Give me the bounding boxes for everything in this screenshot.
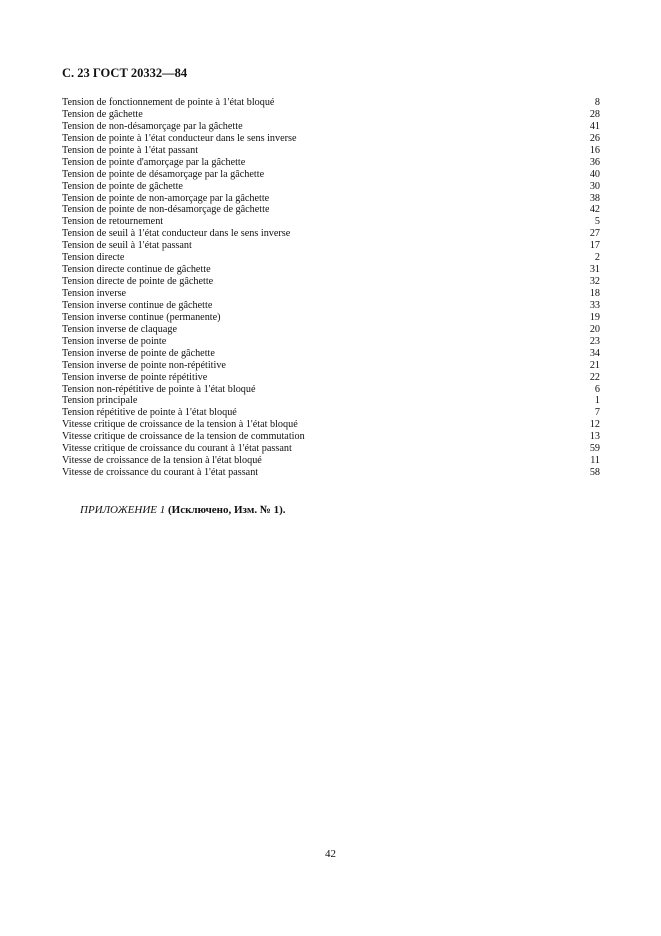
index-term: Tension inverse — [62, 288, 127, 299]
index-page-number: 17 — [589, 240, 600, 252]
index-page-number: 59 — [589, 443, 600, 455]
index-page-number: 21 — [589, 359, 600, 371]
index-entry — [62, 300, 600, 312]
index-page-number: 58 — [589, 467, 600, 479]
index-page-number: 34 — [589, 347, 600, 359]
index-term: Tension de gâchette — [62, 108, 143, 120]
index-page-number: 30 — [589, 180, 600, 192]
index-term: Tension inverse de pointe de gâchette — [62, 347, 215, 359]
index-entry — [62, 419, 600, 431]
index-page-number: 16 — [589, 144, 600, 156]
index-entry — [62, 324, 600, 336]
appendix-note — [80, 504, 286, 516]
index-page-number: 20 — [589, 323, 600, 335]
index-page-number: 6 — [594, 383, 600, 395]
index-page-number: 12 — [589, 419, 600, 431]
index-page-number: 42 — [589, 204, 600, 216]
index-page-number: 31 — [589, 264, 600, 276]
index-page-number: 7 — [594, 407, 600, 419]
index-term: Tension de seuil à 1'état passant — [62, 240, 192, 252]
index-term: Tension de seuil à 1'état conducteur dans le sens inverse — [62, 228, 291, 240]
index-term: Tension de fonctionnement de pointe à 1'état bloqué — [62, 97, 275, 108]
index-entry — [62, 121, 600, 133]
index-entry — [62, 133, 600, 145]
index-entry — [62, 216, 600, 228]
index-term: Tension de pointe à 1'état conducteur dans le sens inverse — [62, 132, 297, 144]
index-entry — [62, 384, 600, 396]
index-page-number: 28 — [589, 108, 600, 120]
index-term: Tension de retournement — [62, 216, 164, 228]
index-term: Tension inverse de claquage — [62, 323, 177, 335]
index-term: Tension non-répétitive de pointe à 1'état bloqué — [62, 383, 256, 395]
index-entry — [62, 181, 600, 193]
index-entry — [62, 240, 600, 252]
index-entry — [62, 395, 600, 407]
index-entry — [62, 336, 600, 348]
index-term: Tension directe — [62, 252, 125, 264]
index-entry — [62, 467, 600, 479]
index-entry — [62, 407, 600, 419]
index-term: Tension principale — [62, 395, 138, 407]
index-term: Vitesse critique de croissance du courant à 1'état passant — [62, 443, 292, 455]
index-entry — [62, 348, 600, 360]
index-term: Vitesse de croissance du courant à 1'état passant — [62, 467, 259, 479]
index-term: Vitesse de croissance de la tension à l'état bloqué — [62, 455, 262, 467]
page-header: С. 23 ГОСТ 20332—84 — [62, 66, 188, 80]
index-page-number: 36 — [589, 156, 600, 168]
index-entry — [62, 443, 600, 455]
index-entry — [62, 276, 600, 288]
index-page-number: 41 — [589, 120, 600, 132]
index-term: Vitesse critique de croissance de la tension de commutation — [62, 431, 305, 443]
index-term: Tension de pointe de gâchette — [62, 180, 183, 192]
index-entry — [62, 312, 600, 324]
index-page-number: 22 — [589, 371, 600, 383]
index-entry — [62, 157, 600, 169]
footer-page-number: 42 — [325, 848, 336, 860]
index-page-number: 18 — [589, 288, 600, 299]
index-page-number: 11 — [590, 455, 600, 467]
index-term: Tension de non-désamorçage par la gâchette — [62, 120, 243, 132]
index-term: Tension de pointe de non-désamorçage de gâchette — [62, 204, 270, 216]
appendix-status: (Исключено, Изм. № 1). — [167, 504, 286, 516]
index-term: Tension de pointe de désamorçage par la gâchette — [62, 168, 265, 180]
index-entry — [62, 455, 600, 467]
index-page-number: 32 — [589, 276, 600, 288]
index-page-number: 40 — [589, 168, 600, 180]
index-entry — [62, 228, 600, 240]
index-term: Tension inverse continue de gâchette — [62, 299, 213, 311]
index-page-number: 26 — [589, 132, 600, 144]
appendix-title: ПРИЛОЖЕНИЕ 1 — [80, 504, 166, 516]
index-page-number: 5 — [594, 216, 600, 228]
index-term: Tension inverse de pointe — [62, 335, 167, 347]
index-entry — [62, 204, 600, 216]
index-entry — [62, 97, 600, 109]
index-entry — [62, 169, 600, 181]
index-term: Tension inverse de pointe répétitive — [62, 371, 208, 383]
index-term: Tension répétitive de pointe à 1'état bloqué — [62, 407, 237, 419]
index-entry — [62, 431, 600, 443]
index-entry — [62, 145, 600, 157]
index-page-number: 38 — [589, 192, 600, 204]
term-index-list — [62, 97, 600, 479]
index-entry — [62, 288, 600, 300]
index-entry — [62, 252, 600, 264]
index-term: Vitesse critique de croissance de la tension à 1'état bloqué — [62, 419, 298, 431]
index-entry — [62, 109, 600, 121]
index-entry — [62, 264, 600, 276]
index-term: Tension inverse de pointe non-répétitive — [62, 359, 226, 371]
index-page-number: 1 — [594, 395, 600, 407]
index-term: Tension directe continue de gâchette — [62, 264, 211, 276]
index-term: Tension de pointe à 1'état passant — [62, 144, 199, 156]
index-entry — [62, 360, 600, 372]
index-page-number: 33 — [589, 299, 600, 311]
index-page-number: 2 — [594, 252, 600, 264]
index-entry — [62, 193, 600, 205]
index-page-number: 19 — [589, 311, 600, 323]
index-term: Tension de pointe de non-amorçage par la gâchette — [62, 192, 270, 204]
index-page-number: 13 — [589, 431, 600, 443]
index-entry — [62, 372, 600, 384]
index-page-number: 23 — [589, 335, 600, 347]
index-page-number: 8 — [594, 97, 600, 108]
index-term: Tension directe de pointe de gâchette — [62, 276, 214, 288]
index-term: Tension de pointe d'amorçage par la gâchette — [62, 156, 246, 168]
index-term: Tension inverse continue (permanente) — [62, 311, 221, 323]
index-page-number: 27 — [589, 228, 600, 240]
